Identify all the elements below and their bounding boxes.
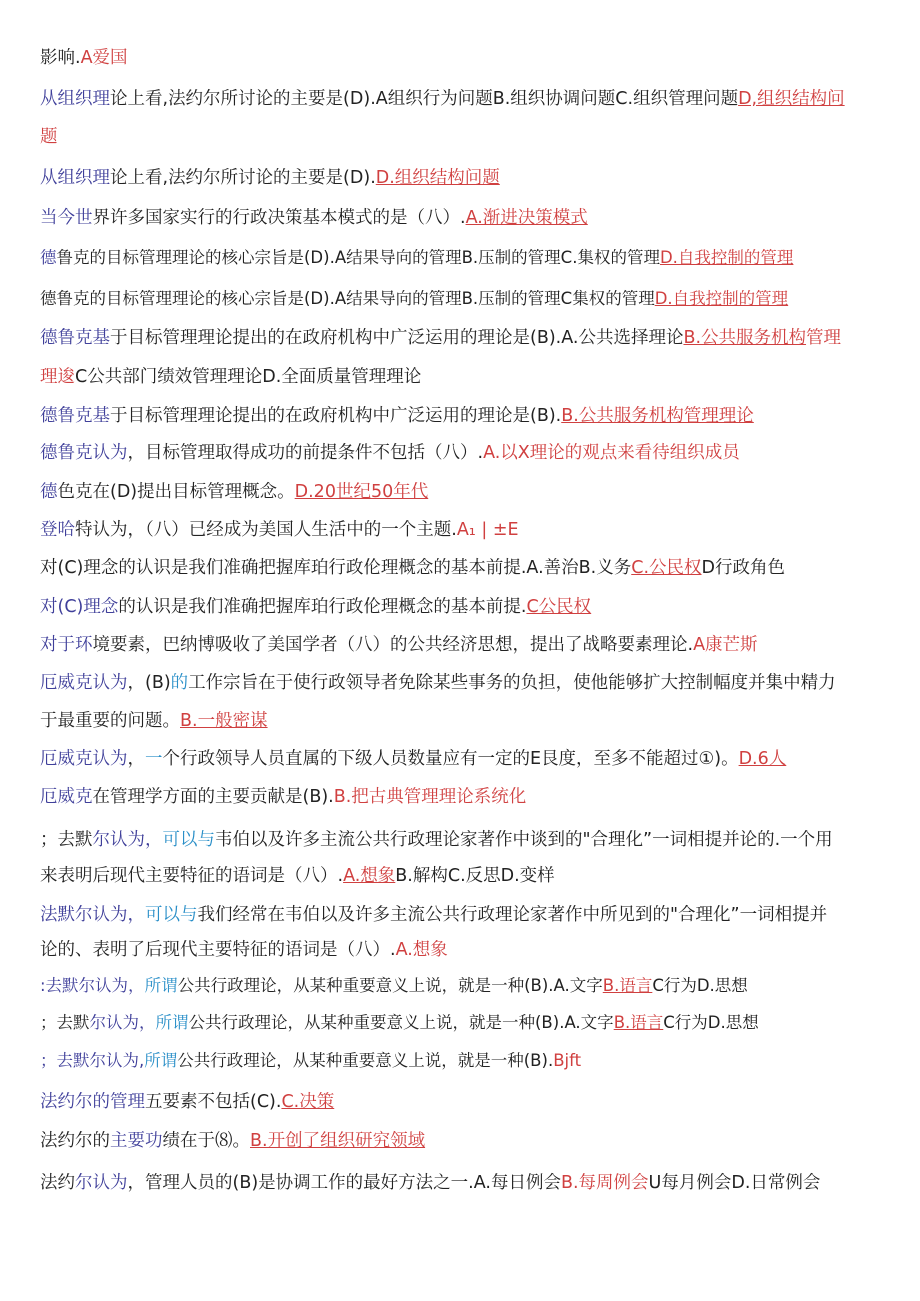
text-line: 厄威克认为，一个行政领导人员直属的下级人员数量应有一定的E艮度，至多不能超过①)。D.6人 [40,749,787,769]
text-line: 德鲁克基于目标管理理论提出的在政府机构中广泛运用的理论是(B).A.公共选择理论B.公共服务机构管理 [40,328,842,348]
text-line: 法默尔认为，可以与我们经常在韦伯以及许多主流公共行政理论家著作中所见到的"合理化”一词相提并 [40,905,828,925]
text-line: 对(C)理念的认识是我们准确把握库珀行政伦理概念的基本前提.C公民权 [40,597,592,617]
text-line: 登哈特认为，（八）已经成为美国人生活中的一个主题.A₁ | ±E [40,520,519,540]
text-line: 对(C)理念的认识是我们准确把握库珀行政伦理概念的基本前提.A.善治B.义务C.公民权D行政角色 [40,558,786,578]
text-line: 德鲁克的目标管理理论的核心宗旨是(D).A结果导向的管理B.压制的管理C集权的管理D.自我控制的管理 [40,289,789,308]
text-line: 论的、表明了后现代主要特征的语词是（八）.A.想象 [40,940,448,960]
text-line: 厄威克认为，(B)的工作宗旨在于使行政领导者免除某些事务的负担，使他能够扩大控制幅度并集中精力 [40,673,836,693]
text-line: 对于环境要素，巴纳博吸收了美国学者（八）的公共经济思想，提出了战略要素理论.A康芒斯 [40,635,758,655]
text-line: :去默尔认为，所谓公共行政理论，从某种重要意义上说，就是一种(B).A.文字B.语言C行为D.思想 [40,976,748,995]
text-line: 从组织理论上看,法约尔所讨论的主要是(D).A组织行为问题B.组织协调问题C.组织管理问题D,组织结构问 [40,89,845,109]
text-line: 德色克在(D)提出目标管理概念。D.20世纪50年代 [40,482,429,502]
text-line: 从组织理论上看,法约尔所讨论的主要是(D).D.组织结构问题 [40,168,500,188]
text-line: 德鲁克的目标管理理论的核心宗旨是(D).A结果导向的管理B.压制的管理C.集权的管理D.自我控制的管理 [40,248,794,267]
text-line: 理逡C公共部门绩效管理理论D.全面质量管理理论 [40,367,422,387]
text-line: 法约尔认为，管理人员的(B)是协调工作的最好方法之一.A.每日例会B.每周例会U每月例会D.日常例会 [40,1173,821,1193]
text-line: 于最重要的问题。B.一般密谋 [40,711,268,731]
text-line: ；去默尔认为，所谓公共行政理论，从某种重要意义上说，就是一种(B).A.文字B.语言C行为D.思想 [40,1013,759,1032]
text-line: 法约尔的主要功绩在于⑻。B.开创了组织研究领域 [40,1131,426,1151]
text-line: 法约尔的管理五要素不包括(C).C.决策 [40,1092,335,1112]
text-line: 来表明后现代主要特征的语词是（八）.A.想象B.解构C.反思D.变样 [40,866,555,886]
text-line: ；去默尔认为,所谓公共行政理论，从某种重要意义上说，就是一种(B).Bjft [40,1051,582,1070]
text-line: 影响.A爱国 [40,48,128,68]
text-line: 德鲁克认为，目标管理取得成功的前提条件不包括（八）.A.以X理论的观点来看待组织成员 [40,443,740,463]
text-line: 厄威克在管理学方面的主要贡献是(B).B.把古典管理理论系统化 [40,787,527,807]
text-line: ；去默尔认为，可以与韦伯以及许多主流公共行政理论家著作中谈到的"合理化”一词相提并论的.一个用 [40,830,833,850]
text-line: 当今世界许多国家实行的行政决策基本模式的是（八）.A.渐进决策模式 [40,208,588,228]
text-line: 题 [40,127,58,147]
text-line: 德鲁克基于目标管理理论提出的在政府机构中广泛运用的理论是(B).B.公共服务机构管理理论 [40,406,754,426]
